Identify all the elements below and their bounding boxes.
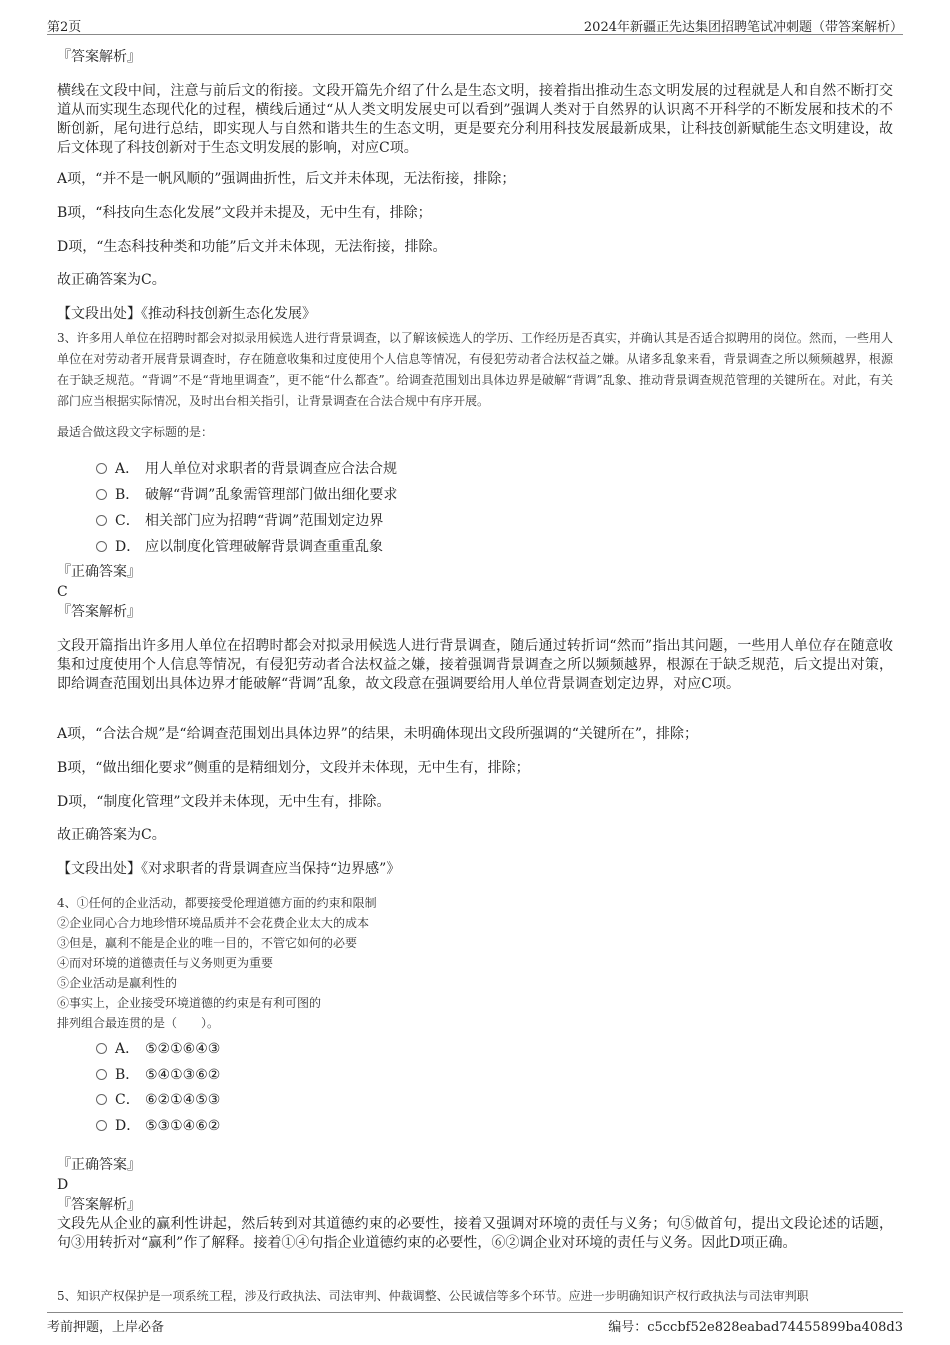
q4-answer: D: [57, 1177, 69, 1193]
q4-option-c[interactable]: C． ⑥②①④⑤③: [96, 1089, 220, 1109]
q4-line-6: ⑥事实上，企业接受环境道德的约束是有利可图的: [57, 996, 322, 1010]
q3-answer-heading: 『正确答案』: [57, 564, 141, 580]
q3-source: 【文段出处】《对求职者的背景调查应当保持“边界感”》: [57, 861, 401, 877]
q3-stem: [57, 328, 893, 412]
q3-stem-text: 3、许多用人单位在招聘时都会对拟录用候选人进行背景调查，以了解该候选人的学历、工作经历是否真实，并确认其是否适合拟聘用的岗位。然而，一些用人单位在对劳动者开展背景调查时，存在随意收集和过度使用个人信息等情况，有侵犯劳动者合法权益之嫌。从诸多乱象来看，背景调查之所以频频越界，根源在于缺乏规范。“背调”不是“背地里调查”，更不能“什么都查”。给调查范围划出具体边界是破解“背调”乱象、推动背景调查规范管理的关键所在。对此，有关部门应当根据实际情况，及时出台相关指引，让背景调查在合法合规中有序开展。: [57, 331, 893, 408]
q4-line-1: 4、①任何的企业活动，都要接受伦理道德方面的约束和限制: [57, 896, 377, 910]
q4-line-5: ⑤企业活动是赢利性的: [57, 976, 178, 990]
radio-icon[interactable]: [96, 1069, 107, 1080]
q3-option-b-note: B项，“做出细化要求”侧重的是精细划分，文段并未体现，无中生有，排除；: [57, 760, 530, 776]
q4-option-b[interactable]: B． ⑤④①③⑥②: [96, 1064, 220, 1084]
q4-line-2: ②企业同心合力地珍惜环境品质并不会花费企业太大的成本: [57, 916, 370, 930]
document-title: 2024年新疆正先达集团招聘笔试冲刺题（带答案解析）: [583, 20, 903, 35]
radio-icon[interactable]: [96, 1094, 107, 1105]
q3-option-c[interactable]: C． 相关部门应为招聘“背调”范围划定边界: [96, 510, 383, 530]
q5-stem-clip: [0, 1284, 950, 1302]
q3-option-a-note: A项，“合法合规”是“给调查范围划出具体边界”的结果，未明确体现出文段所强调的“关键所在”，排除；: [57, 726, 699, 742]
radio-icon[interactable]: [96, 463, 107, 474]
q4-option-a[interactable]: A． ⑤②①⑥④③: [96, 1038, 220, 1058]
q2-analysis: [57, 82, 893, 158]
q3-option-d[interactable]: D． 应以制度化管理破解背景调查重重乱象: [96, 536, 383, 556]
q4-prompt: 排列组合最连贯的是（ ）。: [57, 1016, 220, 1030]
q4-analysis-heading: 『答案解析』: [57, 1197, 141, 1213]
q2-source: 【文段出处】《推动科技创新生态化发展》: [57, 306, 316, 322]
q3-option-a[interactable]: A． 用人单位对求职者的背景调查应合法合规: [96, 458, 397, 478]
page-footer: [47, 1312, 903, 1335]
q3-option-b[interactable]: B． 破解“背调”乱象需管理部门做出细化要求: [96, 484, 397, 504]
q2-conclusion: 故正确答案为C。: [57, 272, 166, 288]
q2-option-b-note: B项，“科技向生态化发展”文段并未提及，无中生有，排除；: [57, 205, 432, 221]
q3-prompt: 最适合做这段文字标题的是：: [57, 425, 214, 439]
radio-icon[interactable]: [96, 541, 107, 552]
footer-slogan: 考前押题，上岸必备: [47, 1320, 165, 1335]
q4-analysis-text: 文段先从企业的赢利性讲起，然后转到对其道德约束的必要性，接着又强调对环境的责任与义务；句⑤做首句，提出文段论述的话题，句③用转折对“赢利”作了解释。接着①④句指企业道德约束的必要性，⑥②调企业对环境的责任与义务。因此D项正确。: [57, 1216, 893, 1251]
q4-option-d[interactable]: D． ⑤③①④⑥②: [96, 1115, 220, 1135]
q3-analysis-heading: 『答案解析』: [57, 604, 141, 620]
footer-code: 编号：c5ccbf52e828eabad74455899ba408d3: [608, 1320, 903, 1335]
q5-stem-partial: 5、知识产权保护是一项系统工程，涉及行政执法、司法审判、仲裁调整、公民诚信等多个环节。应进一步明确知识产权行政执法与司法审判职: [57, 1289, 809, 1302]
q3-conclusion: 故正确答案为C。: [57, 827, 166, 843]
q2-analysis-heading: 『答案解析』: [57, 49, 141, 65]
q4-line-4: ④而对环境的道德责任与义务则更为重要: [57, 956, 274, 970]
q3-option-d-note: D项，“制度化管理”文段并未体现，无中生有，排除。: [57, 794, 391, 810]
page-number: 第2页: [47, 20, 82, 35]
radio-icon[interactable]: [96, 1043, 107, 1054]
q4-line-3: ③但是，赢利不能是企业的唯一目的，不管它如何的必要: [57, 936, 358, 950]
q2-option-d-note: D项，“生态科技种类和功能”后文并未体现，无法衔接，排除。: [57, 239, 447, 255]
q3-analysis-text: 文段开篇指出许多用人单位在招聘时都会对拟录用候选人进行背景调查，随后通过转折词“然而”指出其问题，一些用人单位存在随意收集和过度使用个人信息等情况，有侵犯劳动者合法权益之嫌，接着强调背景调查之所以频频越界，根源在于缺乏规范，后文提出对策，即给调查范围划出具体边界才能破解“背调”乱象，故文段意在强调要给用人单位背景调查划定边界，对应C项。: [57, 638, 893, 692]
q4-answer-heading: 『正确答案』: [57, 1157, 141, 1173]
radio-icon[interactable]: [96, 515, 107, 526]
q3-answer: C: [57, 584, 68, 600]
q4-analysis: [57, 1215, 893, 1253]
q2-option-a-note: A项，“并不是一帆风顺的”强调曲折性，后文并未体现，无法衔接，排除；: [57, 171, 516, 187]
page-header: [47, 12, 903, 35]
radio-icon[interactable]: [96, 489, 107, 500]
radio-icon[interactable]: [96, 1120, 107, 1131]
q2-analysis-text: 横线在文段中间，注意与前后文的衔接。文段开篇先介绍了什么是生态文明，接着指出推动生态文明发展的过程就是人和自然不断打交道从而实现生态现代化的过程，横线后通过“从人类文明发展史可以看到”强调人类对于自然界的认识离不开科学的不断发展和技术的不断创新，尾句进行总结，即实现人与自然和谐共生的生态文明，更是要充分利用科技发展最新成果，让科技创新赋能生态文明建设，故后文体现了科技创新对于生态文明发展的影响，对应C项。: [57, 83, 893, 156]
q3-analysis: [57, 637, 893, 694]
